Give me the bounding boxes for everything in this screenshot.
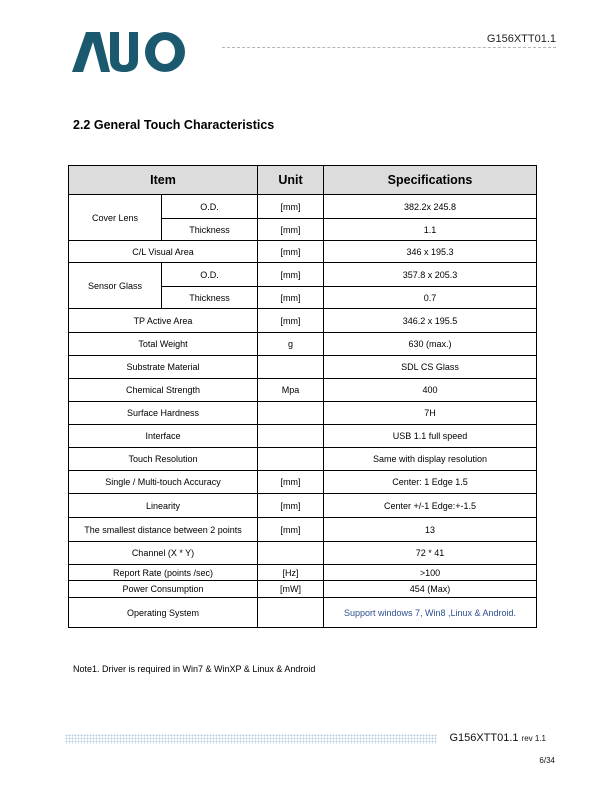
table-row	[69, 598, 537, 628]
table-row	[69, 542, 537, 565]
spec-cell: Support windows 7, Win8 ,Linux & Android.	[324, 598, 537, 628]
item-cell: Total Weight	[69, 333, 258, 356]
spec-cell: 72 * 41	[324, 542, 537, 565]
spec-cell: 630 (max.)	[324, 333, 537, 356]
table-row	[69, 195, 537, 219]
unit-cell: [mm]	[258, 195, 324, 219]
spec-cell: 1.1	[324, 219, 537, 241]
unit-cell: g	[258, 333, 324, 356]
unit-cell	[258, 542, 324, 565]
unit-cell	[258, 402, 324, 425]
item-cell: Surface Hardness	[69, 402, 258, 425]
item-cell: Power Consumption	[69, 581, 258, 598]
table-row	[69, 241, 537, 263]
item-cell: Report Rate (points /sec)	[69, 565, 258, 581]
spec-cell: 346 x 195.3	[324, 241, 537, 263]
unit-cell	[258, 448, 324, 471]
header-document-id: G156XTT01.1	[486, 33, 556, 45]
footer-revision: rev 1.1	[521, 734, 546, 743]
item-cell: Chemical Strength	[69, 379, 258, 402]
spec-cell: Center +/-1 Edge:+-1.5	[324, 494, 537, 518]
unit-cell: [mm]	[258, 518, 324, 542]
spec-cell: 382.2x 245.8	[324, 195, 537, 219]
subitem: Thickness	[162, 219, 258, 241]
item-cell: Substrate Material	[69, 356, 258, 379]
table-row	[69, 494, 537, 518]
item-cell: TP Active Area	[69, 309, 258, 333]
item-cell: Channel (X * Y)	[69, 542, 258, 565]
table-row	[69, 581, 537, 598]
item-cell: Interface	[69, 425, 258, 448]
unit-cell: [mm]	[258, 241, 324, 263]
table-row	[69, 402, 537, 425]
unit-cell: [mW]	[258, 581, 324, 598]
spec-cell: >100	[324, 565, 537, 581]
spec-cell: 357.8 x 205.3	[324, 263, 537, 287]
unit-cell: [Hz]	[258, 565, 324, 581]
unit-cell: [mm]	[258, 287, 324, 309]
item-cell: Touch Resolution	[69, 448, 258, 471]
table-row	[69, 333, 537, 356]
spec-cell: Center: 1 Edge 1.5	[324, 471, 537, 494]
footer-document-id	[449, 732, 546, 744]
spec-cell: 0.7	[324, 287, 537, 309]
table-row	[69, 471, 537, 494]
spec-cell: USB 1.1 full speed	[324, 425, 537, 448]
header-specifications: Specifications	[324, 166, 537, 195]
item-cell: Single / Multi-touch Accuracy	[69, 471, 258, 494]
footer-dot-pattern	[65, 734, 437, 744]
table-row	[69, 448, 537, 471]
table-row	[69, 518, 537, 542]
header-unit: Unit	[258, 166, 324, 195]
item-cell: The smallest distance between 2 points	[69, 518, 258, 542]
unit-cell	[258, 356, 324, 379]
subitem: Thickness	[162, 287, 258, 309]
unit-cell: [mm]	[258, 471, 324, 494]
footer-doc-id-text: G156XTT01.1	[449, 732, 519, 744]
unit-cell: [mm]	[258, 309, 324, 333]
item-sensor-glass: Sensor Glass	[69, 263, 162, 309]
table-row	[69, 425, 537, 448]
table-row	[69, 309, 537, 333]
table-header-row	[69, 166, 537, 195]
spec-cell: 13	[324, 518, 537, 542]
table-row	[69, 379, 537, 402]
unit-cell: Mpa	[258, 379, 324, 402]
spec-cell: Same with display resolution	[324, 448, 537, 471]
header-divider	[222, 47, 556, 48]
subitem: O.D.	[162, 195, 258, 219]
page-number: 6/34	[539, 756, 555, 765]
header-item: Item	[69, 166, 258, 195]
unit-cell: [mm]	[258, 263, 324, 287]
spec-cell: SDL CS Glass	[324, 356, 537, 379]
auo-logo	[72, 32, 186, 72]
table-row	[69, 263, 537, 287]
spec-cell: 7H	[324, 402, 537, 425]
spec-cell: 346.2 x 195.5	[324, 309, 537, 333]
unit-cell	[258, 425, 324, 448]
spec-cell: 400	[324, 379, 537, 402]
footnote: Note1. Driver is required in Win7 & WinXP & Linux & Android	[73, 664, 316, 674]
item-cell: Linearity	[69, 494, 258, 518]
unit-cell	[258, 598, 324, 628]
unit-cell: [mm]	[258, 494, 324, 518]
subitem: O.D.	[162, 263, 258, 287]
item-cell: C/L Visual Area	[69, 241, 258, 263]
spec-cell: 454 (Max)	[324, 581, 537, 598]
table-row	[69, 356, 537, 379]
section-title: 2.2 General Touch Characteristics	[73, 118, 275, 132]
table-row	[69, 565, 537, 581]
item-cell: Operating System	[69, 598, 258, 628]
unit-cell: [mm]	[258, 219, 324, 241]
touch-characteristics-table	[68, 165, 537, 628]
item-cover-lens: Cover Lens	[69, 195, 162, 241]
